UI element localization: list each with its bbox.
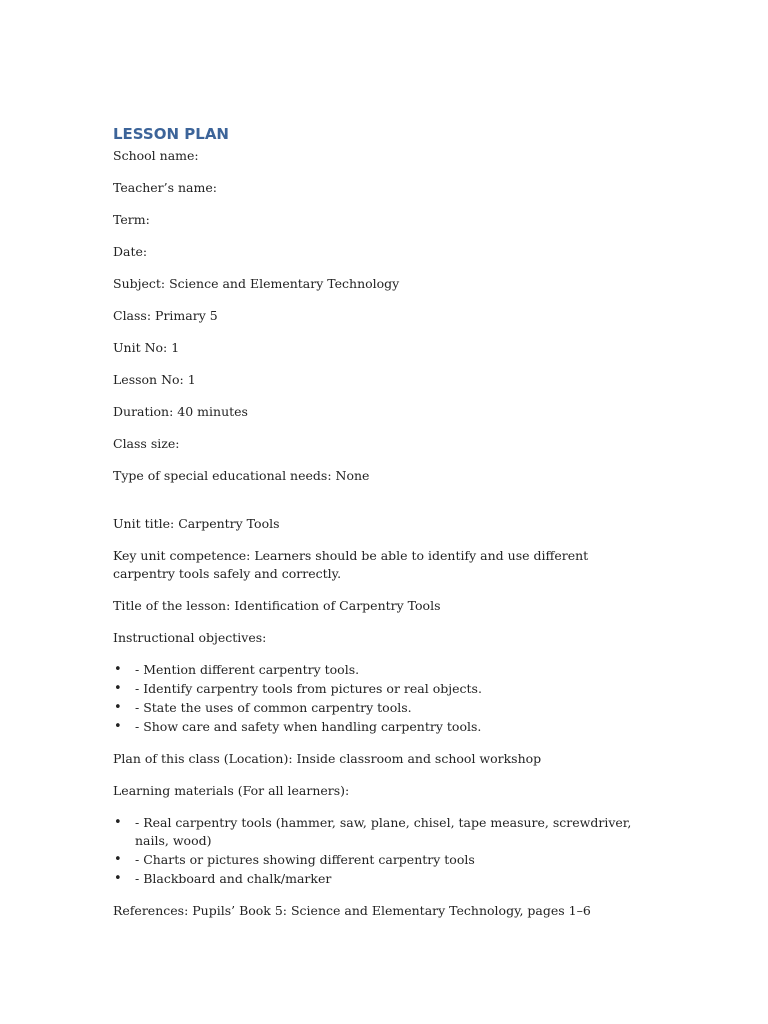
- bullet-icon: •: [114, 871, 122, 886]
- material-text: - Real carpentry tools (hammer, saw, plane, chisel, tape measure, screwdriver, nails, wood): [135, 815, 632, 848]
- class-size-field: Class size:: [113, 436, 180, 451]
- objective-text: - State the uses of common carpentry tools.: [135, 700, 412, 715]
- section-spacer: [113, 499, 653, 515]
- list-item: [113, 851, 653, 869]
- page-title: LESSON PLAN: [113, 125, 229, 143]
- bullet-icon: •: [114, 815, 122, 830]
- school-name-field: School name:: [113, 148, 199, 163]
- material-text: - Blackboard and chalk/marker: [135, 871, 332, 886]
- list-item: [113, 814, 653, 850]
- objective-text: - Identify carpentry tools from pictures or real objects.: [135, 681, 482, 696]
- list-item: [113, 661, 653, 679]
- materials-heading: Learning materials (For all learners):: [113, 783, 350, 798]
- unit-no-field: Unit No: 1: [113, 340, 180, 355]
- bullet-icon: •: [114, 700, 122, 715]
- objective-text: - Mention different carpentry tools.: [135, 662, 360, 677]
- objectives-list: [113, 661, 653, 736]
- date-field: Date:: [113, 244, 148, 259]
- class-field: Class: Primary 5: [113, 308, 218, 323]
- lesson-no-field: Lesson No: 1: [113, 372, 196, 387]
- subject-field: Subject: Science and Elementary Technology: [113, 276, 400, 291]
- material-text: - Charts or pictures showing different carpentry tools: [135, 852, 475, 867]
- document-page: [113, 124, 653, 934]
- special-needs-field: Type of special educational needs: None: [113, 468, 370, 483]
- bullet-icon: •: [114, 852, 122, 867]
- objective-text: - Show care and safety when handling carpentry tools.: [135, 719, 482, 734]
- bullet-icon: •: [114, 681, 122, 696]
- list-item: [113, 680, 653, 698]
- duration-field: Duration: 40 minutes: [113, 404, 248, 419]
- references: References: Pupils’ Book 5: Science and Elementary Technology, pages 1–6: [113, 903, 591, 918]
- term-field: Term:: [113, 212, 150, 227]
- unit-title: Unit title: Carpentry Tools: [113, 516, 280, 531]
- list-item: [113, 699, 653, 717]
- teacher-name-field: Teacher’s name:: [113, 180, 217, 195]
- bullet-icon: •: [114, 719, 122, 734]
- materials-list: [113, 814, 653, 888]
- list-item: [113, 718, 653, 736]
- list-item: [113, 870, 653, 888]
- bullet-icon: •: [114, 662, 122, 677]
- key-unit-competence: Key unit competence: Learners should be able to identify and use different carpentry tools safely and correctly.: [113, 548, 589, 581]
- plan-location: Plan of this class (Location): Inside classroom and school workshop: [113, 751, 542, 766]
- objectives-heading: Instructional objectives:: [113, 630, 267, 645]
- lesson-title: Title of the lesson: Identification of Carpentry Tools: [113, 598, 441, 613]
